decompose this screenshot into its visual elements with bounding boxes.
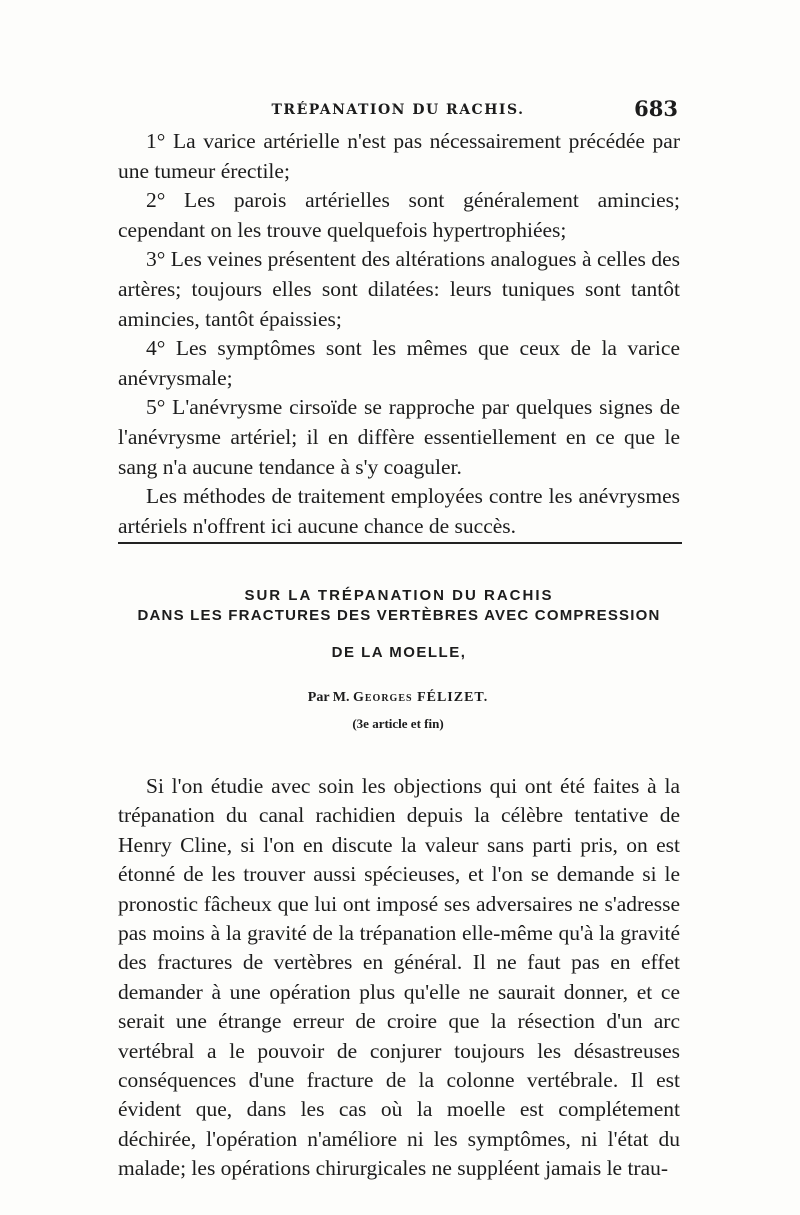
closing-paragraph: Les méthodes de traitement employées contre les anévrysmes artériels n'offrent ici aucune chance de succès. xyxy=(118,484,680,538)
author-name: Georges FÉLIZET. xyxy=(353,690,489,705)
author-byline xyxy=(118,690,678,706)
article-title xyxy=(112,586,686,661)
author-prefix: Par M. xyxy=(307,690,350,705)
title-line: DE LA MOELLE, xyxy=(331,644,467,661)
conclusion-item: 5° L'anévrysme cirsoïde se rapproche par quelques signes de l'anévrysme artériel; il en diffère essentiellement en ce que le sang n'a aucune tendance à s'y coaguler. xyxy=(118,395,680,479)
running-head: TRÉPANATION DU RACHIS. xyxy=(271,102,525,118)
title-line: DANS LES FRACTURES DES VERTÈBRES AVEC COMPRESSION xyxy=(137,607,661,624)
page-number: 683 xyxy=(634,96,678,121)
article-body xyxy=(118,772,680,1184)
page-header xyxy=(118,96,678,126)
title-line: SUR LA TRÉPANATION DU RACHIS xyxy=(244,587,554,604)
installment-note: (3e article et fin) xyxy=(352,716,444,731)
conclusion-item: 2° Les parois artérielles sont généralement amincies; cependant on les trouve quelquefois hypertrophiées; xyxy=(118,188,680,242)
article-paragraph: Si l'on étudie avec soin les objections qui ont été faites à la trépanation du canal rachidien depuis la célèbre tentative de Henry Cline, si l'on en discute la valeur sans parti pris, on est étonné de les trouver aussi spécieuses, et l'on se demande si le pronostic fâcheux que lui ont imposé ses adversaires ne s'adresse pas moins à la gravité de la trépanation elle-même qu'à la gravité des fractures de vertèbres en général. Il ne faut pas en effet demander à une opération plus qu'elle ne saurait donner, et ce serait une étrange erreur de croire que la résection d'un arc vertébral a le pouvoir de conjurer toujours les désastreuses conséquences d'une fracture de la colonne vertébrale. Il est évident que, dans les cas où la moelle est complétement déchirée, l'opération n'améliore ni les symptômes, ni l'état du malade; les opérations chirurgicales ne suppléent jamais le trau- xyxy=(118,774,680,1181)
section-divider xyxy=(118,542,682,544)
conclusion-item: 1° La varice artérielle n'est pas nécessairement précédée par une tumeur érectile; xyxy=(118,129,680,183)
previous-article-conclusions xyxy=(118,127,680,541)
conclusion-item: 4° Les symptômes sont les mêmes que ceux de la varice anévrysmale; xyxy=(118,336,680,390)
conclusion-item: 3° Les veines présentent des altérations analogues à celles des artères; toujours elles sont dilatées: leurs tuniques sont tantôt amincies, tantôt épaissies; xyxy=(118,247,680,331)
